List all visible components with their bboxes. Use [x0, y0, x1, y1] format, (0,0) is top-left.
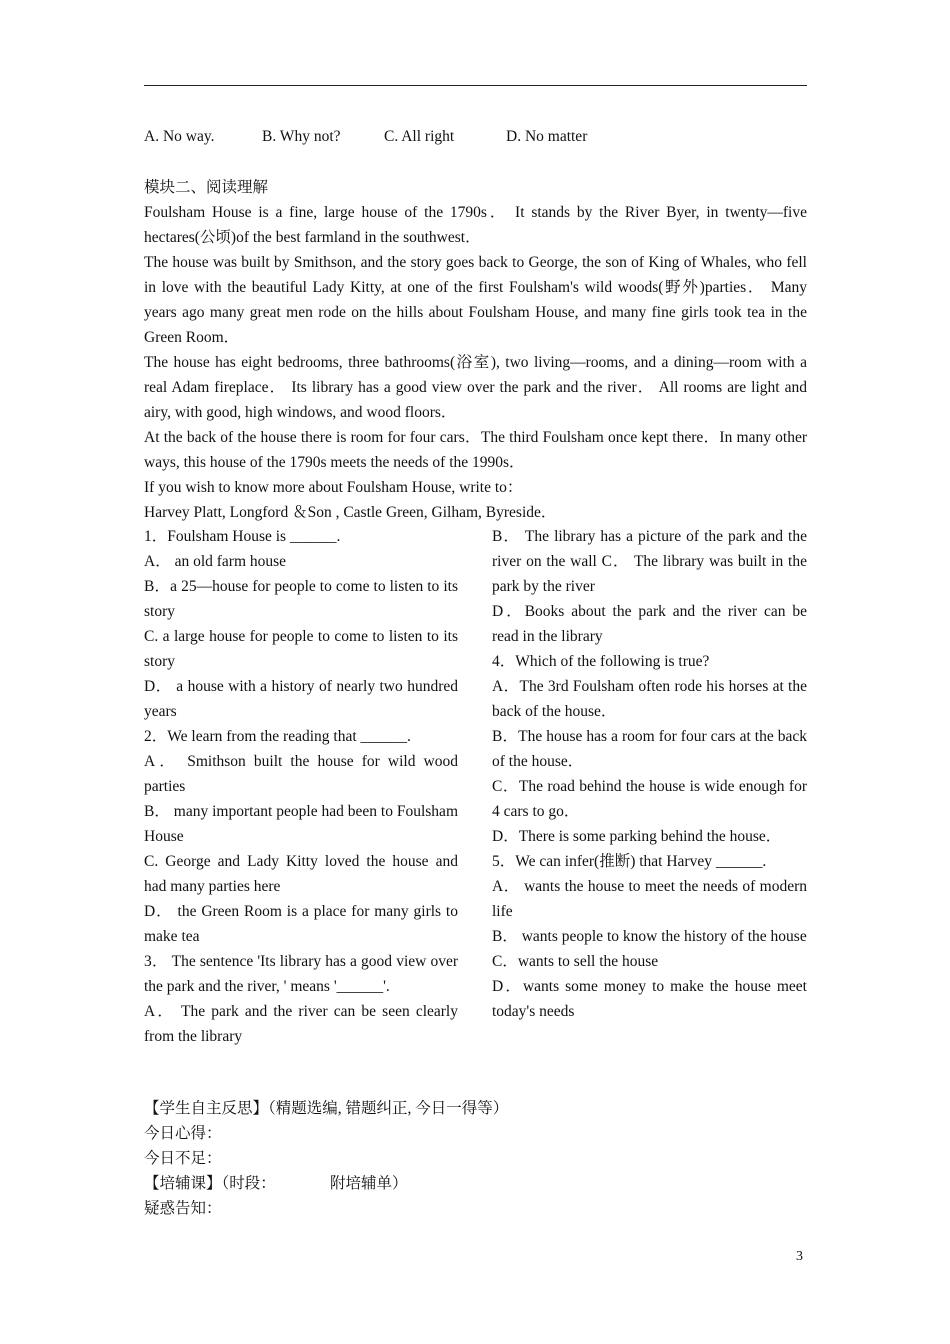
reflection-today-shortfall: 今日不足：	[144, 1150, 222, 1167]
question-line: B．The house has a room for four cars at the back of the house．	[492, 728, 807, 770]
question-line: 2．We learn from the reading that ______.	[144, 728, 411, 745]
passage-paragraph: At the back of the house there is room for four cars．The third Foulsham once kept there．In many other ways, this house of the 1790s meets the needs of the 1990s．	[144, 429, 807, 471]
reflection-section	[144, 1096, 807, 1221]
option-b: B. Why not?	[262, 128, 341, 145]
passage-paragraph: The house has eight bedrooms, three bathrooms(浴室), two living—rooms, and a dining—room with a real Adam fireplace． Its library has a good view over the park and the river． All rooms are light and airy, with good, high windows, and wood floors．	[144, 354, 807, 421]
page-number: 3	[796, 1249, 803, 1264]
passage-paragraph: Harvey Platt, Longford ＆Son , Castle Green, Gilham, Byreside．	[144, 504, 557, 521]
option-a: A. No way.	[144, 128, 215, 145]
reading-passage	[144, 200, 807, 525]
answer-options-row	[144, 126, 807, 148]
question-line: 1．Foulsham House is ______.	[144, 528, 341, 545]
reflection-today-gain: 今日心得：	[144, 1125, 222, 1142]
question-line: D．There is some parking behind the house．	[492, 828, 782, 845]
question-line: B． The library has a picture of the park and the river on the wall C． The library was built in the park by the river	[492, 528, 807, 595]
question-line: 4．Which of the following is true?	[492, 653, 710, 670]
question-line: A． Smithson built the house for wild wood parties	[144, 753, 458, 795]
question-line: B． wants people to know the history of the house	[492, 928, 807, 945]
passage-paragraph: If you wish to know more about Foulsham House, write to：	[144, 479, 523, 496]
question-line: D． a house with a history of nearly two hundred years	[144, 678, 458, 720]
questions-left-column	[144, 524, 458, 1049]
question-line: C. a large house for people to come to listen to its story	[144, 628, 458, 670]
question-line: A． an old farm house	[144, 553, 287, 570]
questions-right-column	[492, 524, 807, 1024]
passage-paragraph: The house was built by Smithson, and the story goes back to George, the son of King of Whales, who fell in love with the beautiful Lady Kitty, at one of the first Foulsham's wild woods(野外)parties． Many years ago many great men rode on the hills about Foulsham House, and many fine girls took tea in the Green Room．	[144, 254, 807, 346]
question-line: D．wants some money to make the house meet today's needs	[492, 978, 807, 1020]
tutoring-class-line: 【培辅课】（时段： 附培辅单）	[144, 1175, 408, 1192]
question-line: C. George and Lady Kitty loved the house and had many parties here	[144, 853, 458, 895]
section-title: 模块二、阅读理解	[144, 179, 269, 196]
questions-notice: 疑惑告知：	[144, 1200, 222, 1217]
question-line: A．The 3rd Foulsham often rode his horses at the back of the house．	[492, 678, 807, 720]
question-line: A． The park and the river can be seen clearly from the library	[144, 1003, 458, 1045]
passage-paragraph: Foulsham House is a fine, large house of the 1790s． It stands by the River Byer, in twenty—five hectares(公顷)of the best farmland in the southwest．	[144, 204, 807, 246]
question-line: C．The road behind the house is wide enough for 4 cars to go．	[492, 778, 807, 820]
question-line: 3． The sentence 'Its library has a good view over the park and the river, ' means '______'.	[144, 953, 458, 995]
option-c: C. All right	[384, 128, 455, 145]
question-line: B． many important people had been to Foulsham House	[144, 803, 458, 845]
option-d: D. No matter	[506, 128, 588, 145]
question-line: D．Books about the park and the river can be read in the library	[492, 603, 807, 645]
question-line: 5．We can infer(推断) that Harvey ______.	[492, 853, 767, 870]
question-line: D． the Green Room is a place for many girls to make tea	[144, 903, 458, 945]
question-line: B．a 25—house for people to come to listen to its story	[144, 578, 458, 620]
question-line: C．wants to sell the house	[492, 953, 659, 970]
reflection-heading: 【学生自主反思】（精题选编, 错题纠正, 今日一得等）	[144, 1100, 509, 1117]
question-line: A． wants the house to meet the needs of modern life	[492, 878, 807, 920]
header-rule	[144, 85, 807, 86]
